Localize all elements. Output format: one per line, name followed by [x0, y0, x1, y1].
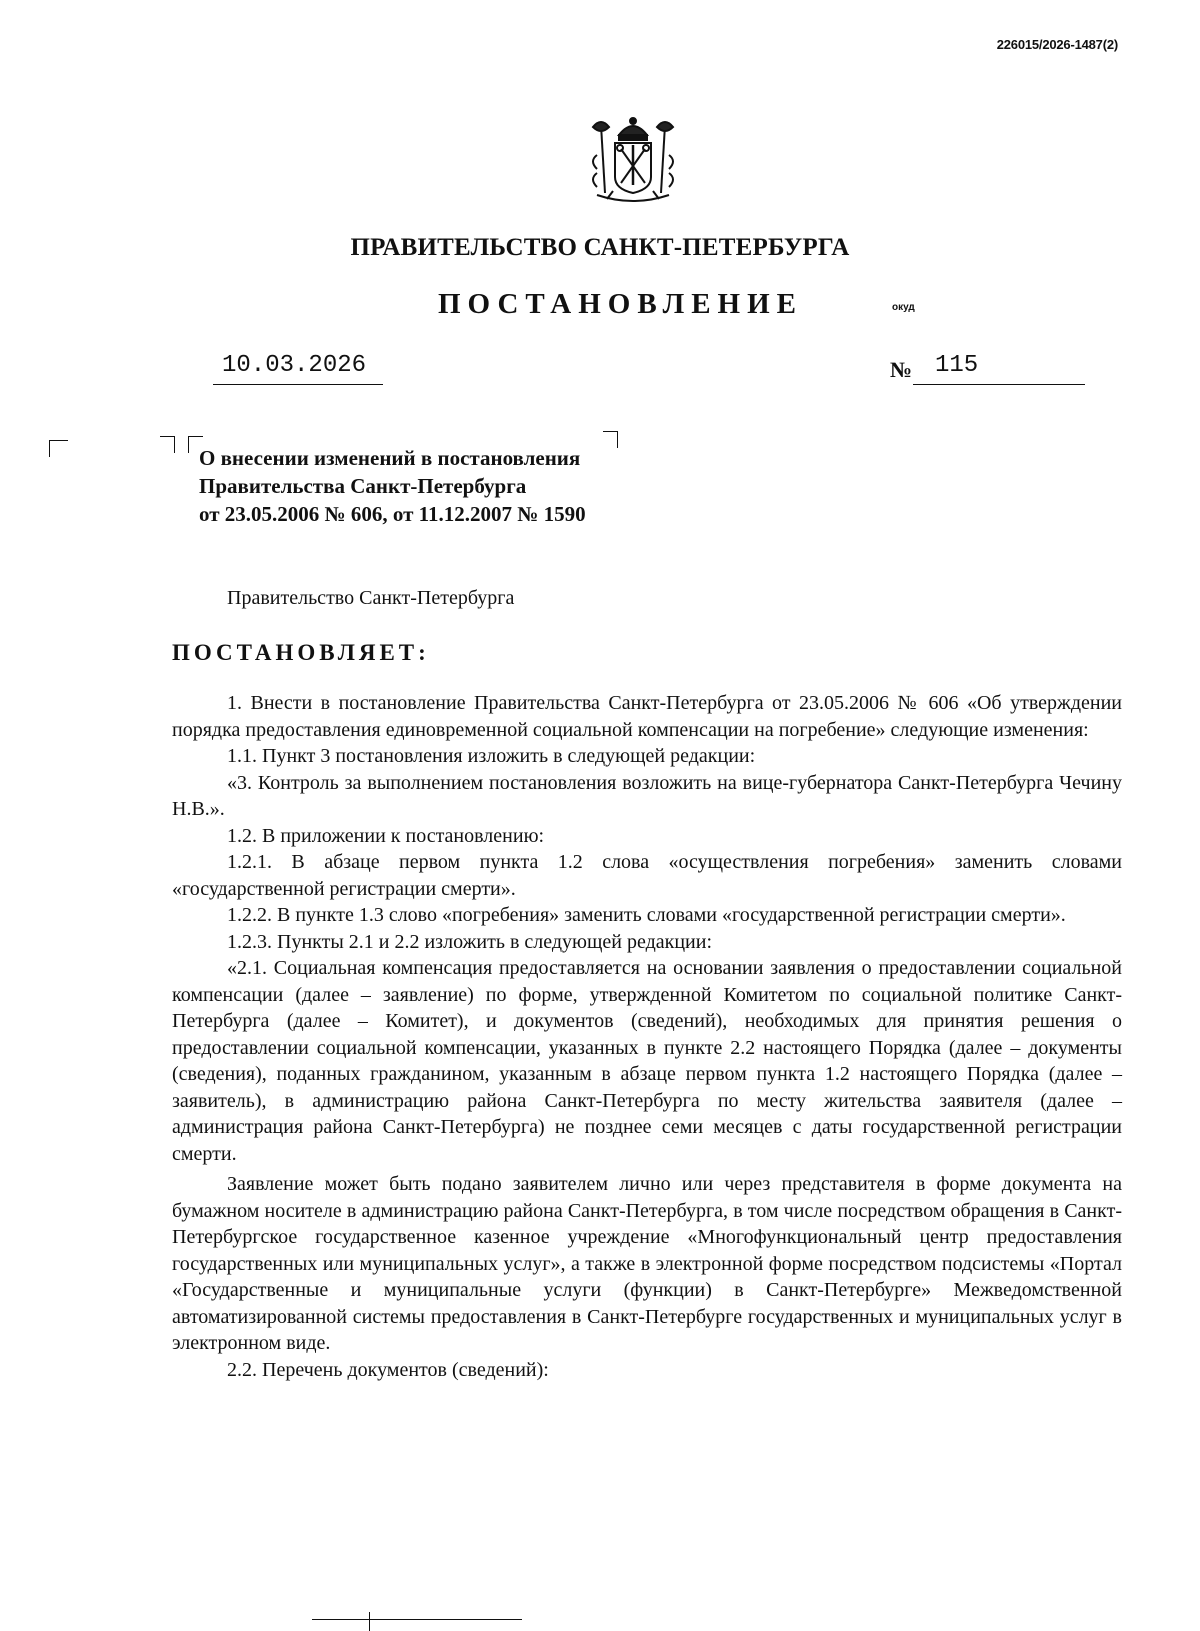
- paragraph-1-2-1: 1.2.1. В абзаце первом пункта 1.2 слова «осуществления погребения» заменить словами «государственной регистрации смерти».: [172, 851, 1122, 900]
- title-line-1: О внесении изменений в постановления: [199, 446, 581, 470]
- decree-word: ПОСТАНОВЛЯЕТ:: [172, 640, 430, 665]
- title-bracket-top-left-outer: [160, 436, 175, 453]
- document-registration-number: 226015/2026-1487(2): [996, 37, 1118, 52]
- number-sign: №: [890, 357, 913, 382]
- coat-of-arms-icon: [583, 115, 683, 205]
- paragraph-1-1-text: «3. Контроль за выполнением постановления возложить на вице-губернатора Санкт-Петербурга Чечину Н.В.».: [172, 771, 1122, 820]
- preamble-government: Правительство Санкт-Петербурга: [227, 587, 515, 609]
- title-bracket-top-right: [603, 431, 618, 448]
- footer-line: [312, 1619, 522, 1620]
- okud-label: окуд: [892, 302, 915, 313]
- document-number: 115: [935, 352, 979, 379]
- paragraph-2-1: «2.1. Социальная компенсация предоставляется на основании заявления о предоставлении социальной компенсации (далее – заявление) по форме, утвержденной Комитетом по социальной политике Санкт-Петербурга (далее – Комитет), и документов (сведений), необходимых для принятия решения о предоставлении социальной компенсации, указанных в пункте 2.2 настоящего Порядка (далее – документы (сведения), поданных гражданином, указанным в абзаце первом пункта 1.2 настоящего Порядка (далее – заявитель), в администрацию района Санкт-Петербурга по месту жительства заявителя (далее – администрация района Санкт-Петербурга) не позднее семи месяцев с даты государственной регистрации смерти.: [172, 957, 1122, 1165]
- title-line-3: от 23.05.2006 № 606, от 11.12.2007 № 1590: [199, 502, 586, 526]
- footer-tick: [369, 1612, 370, 1631]
- paragraph-1-2-3: 1.2.3. Пункты 2.1 и 2.2 изложить в следующей редакции:: [227, 930, 713, 953]
- paragraph-1-1: 1.1. Пункт 3 постановления изложить в следующей редакции:: [227, 745, 756, 767]
- document-body: [172, 690, 1122, 1383]
- date-underline: [213, 384, 383, 385]
- paragraph-1-2: 1.2. В приложении к постановлению:: [227, 824, 545, 847]
- document-type-heading: ПОСТАНОВЛЕНИЕ: [438, 288, 804, 320]
- number-underline: [913, 384, 1085, 385]
- paragraph-1-2-2: 1.2.2. В пункте 1.3 слово «погребения» заменить словами «государственной регистрации смерти».: [227, 904, 1066, 926]
- paragraph-2-2: 2.2. Перечень документов (сведений):: [227, 1358, 549, 1381]
- paragraph-application: Заявление может быть подано заявителем лично или через представителя в форме документа на бумажном носителе в администрацию района Санкт-Петербурга, в том числе посредством обращения в Санкт-Петербургское государственное казенное учреждение «Многофункциональный центр предоставления государственных или муниципальных услуг», а также в электронной форме посредством подсистемы «Портал «Государственные и муниципальные услуги (функции) в Санкт-Петербурге» Межведомственной автоматизированной системы предоставления в Санкт-Петербурге государственных и муниципальных услуг в электронном виде.: [172, 1173, 1122, 1354]
- title-line-2: Правительства Санкт-Петербурга: [199, 474, 527, 498]
- document-title: [199, 444, 586, 528]
- document-date: 10.03.2026: [222, 352, 367, 379]
- paragraph-1: 1. Внести в постановление Правительства Санкт-Петербурга от 23.05.2006 № 606 «Об утверждении порядка предоставления единовременной социальной компенсации на погребение» следующие изменения:: [172, 692, 1122, 741]
- organization-name: ПРАВИТЕЛЬСТВО САНКТ-ПЕТЕРБУРГА: [350, 234, 850, 261]
- left-margin-corner-mark: [49, 440, 68, 457]
